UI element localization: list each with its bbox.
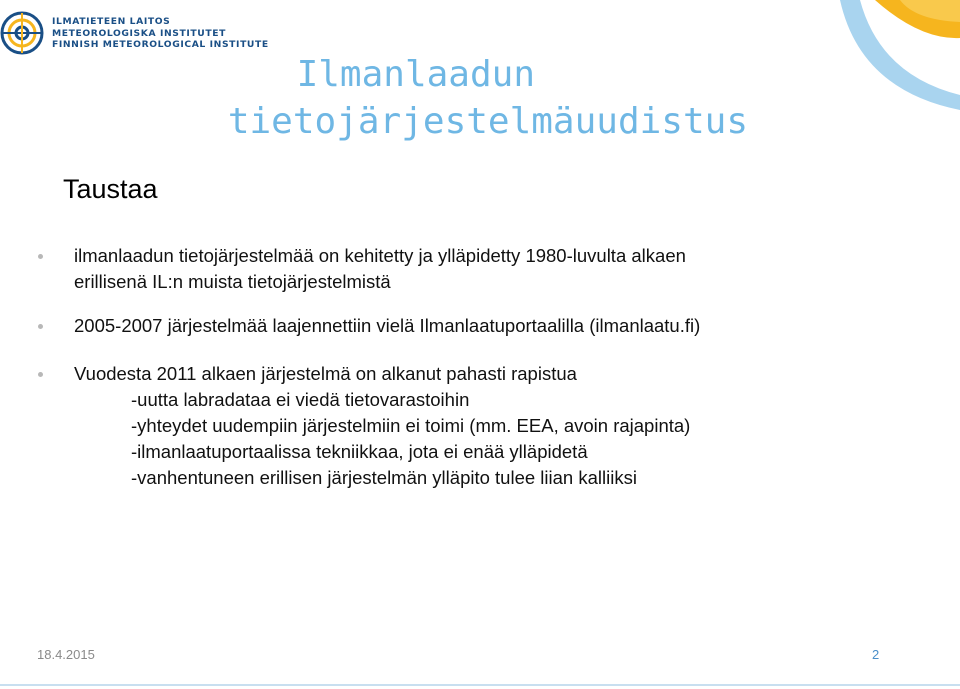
bullet-text: ilmanlaadun tietojärjestelmää on kehitetty ja ylläpidetty 1980-luvulta alkaen (74, 245, 686, 266)
bullet-item (38, 361, 918, 491)
logo-line-fi: ILMATIETEEN LAITOS (52, 16, 171, 27)
bullet-item (38, 313, 918, 339)
fmi-logo (0, 0, 269, 62)
title-line-1: Ilmanlaadun (296, 54, 535, 95)
bottom-divider (0, 684, 960, 686)
logo-line-sv: METEOROLOGISKA INSTITUTET (52, 27, 226, 39)
bullet-item (38, 243, 918, 295)
bullet-text: erillisenä IL:n muista tietojärjestelmistä (74, 271, 391, 292)
bullet-dot-icon (38, 372, 43, 377)
sub-bullet-text: -uutta labradataa ei viedä tietovarastoihin (131, 389, 470, 410)
bullet-text: 2005-2007 järjestelmää laajennettiin vielä Ilmanlaatuportaalilla (ilmanlaatu.fi) (74, 315, 701, 336)
slide-subtitle: Taustaa (63, 174, 158, 204)
logo-line-en: FINNISH METEOROLOGICAL INSTITUTE (52, 39, 269, 50)
sub-bullet-text: -vanhentuneen erillisen järjestelmän ylläpito tulee liian kalliiksi (131, 467, 637, 488)
page-number: 2 (872, 647, 880, 662)
bullet-list (38, 243, 918, 491)
title-line-2: tietojärjestelmäuudistus (227, 101, 748, 142)
logo-wordmark (52, 16, 269, 51)
footer-date: 18.4.2015 (37, 647, 95, 662)
bullet-dot-icon (38, 324, 43, 329)
sub-bullet-text: -ilmanlaatuportaalissa tekniikkaa, jota ei enää ylläpidetä (131, 441, 588, 462)
bullet-dot-icon (38, 254, 43, 259)
bullet-text: Vuodesta 2011 alkaen järjestelmä on alkanut pahasti rapistua (74, 363, 577, 384)
sub-bullet-text: -yhteydet uudempiin järjestelmiin ei toimi (mm. EEA, avoin rajapinta) (131, 415, 691, 436)
fmi-emblem-icon (0, 10, 48, 56)
corner-decoration (780, 0, 960, 140)
